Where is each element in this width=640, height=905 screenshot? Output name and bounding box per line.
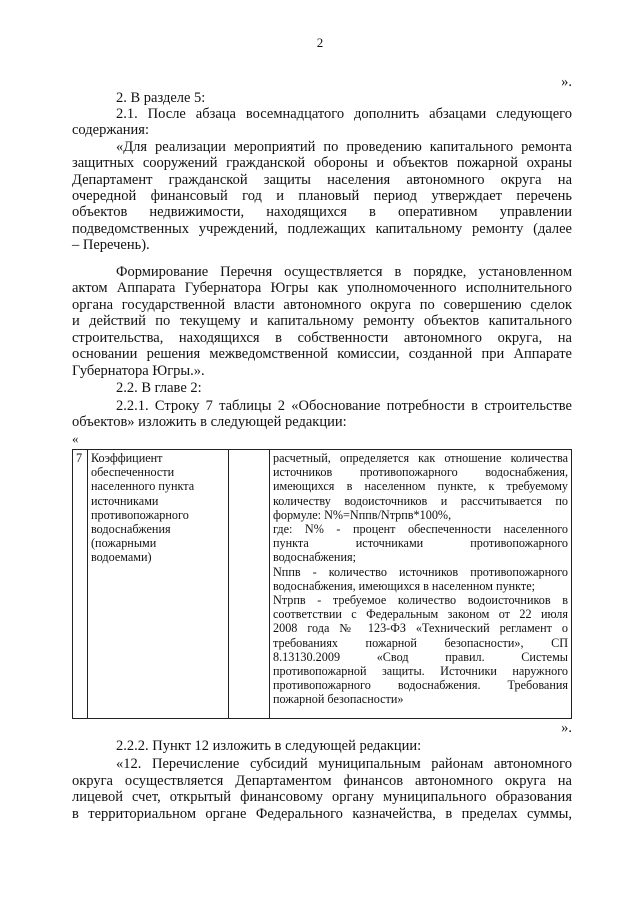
paragraph-line: Губернатора Югры.». [72,363,205,379]
paragraph-line: «12. Перечисление субсидий муниципальным районам автономного [116,756,572,772]
paragraph-line: лицевой счет, открытый финансовому органу муниципального образования [72,789,572,805]
paragraph-line: округа осуществляется Департаментом финансов автономного округа на [72,773,572,789]
paragraph-line: в территориальном органе Федерального казначейства, в пределах суммы, [72,806,572,822]
paragraph-line: основании решения межведомственной комиссии, созданной при Аппарате [72,346,572,362]
empty-cell [229,450,270,719]
calculation-method-cell: расчетный, определяется как отношение количества источников противопожарного водоснабжения, имеющихся в населенном пункте, к требуемому количеству водоисточников и рассчитывается по формуле: N%=Nппв/Nтрпв*100%, где: N% - процент обеспеченности населенного пункта источниками противопожарного водоснабжения; Nппв - количество источников противопожарного водоснабжения, имеющихся в населенном пункте; Nтрпв - требуемое количество водоисточников в соответствии с Федеральным законом от 22 июля 2008 года № 123-ФЗ «Технический регламент о требованиях пожарной безопасности», СП 8.13130.2009 «Свод правил. Системы противопожарной защиты. Источники наружного противопожарного водоснабжения. Требования пожарной безопасности» [270,450,572,719]
paragraph-line: объектов недвижимости, находящихся в оперативном управлении [72,204,572,220]
paragraph-line: 2.2.1. Строку 7 таблицы 2 «Обоснование потребности в строительстве [116,398,572,414]
paragraph-line: актом Аппарата Губернатора Югры как уполномоченного исполнительного [72,280,572,296]
paragraph-line: «Для реализации мероприятий по проведению капитального ремонта [116,139,572,155]
paragraph-line: Департамент гражданской защиты населения автономного округа на [72,172,572,188]
table-row-7 [72,449,572,719]
paragraph-line: 2.1. После абзаца восемнадцатого дополнить абзацами следующего [116,106,572,122]
section-heading: 2. В разделе 5: [116,90,206,106]
paragraph-line: и действий по текущему и капитальному ремонту объектов капитального [72,313,572,329]
paragraph-line: очередной финансовый год и плановый период утверждает перечень [72,188,572,204]
indicator-cell: Коэффициент обеспеченности населенного пункта источниками противопожарного водоснабжения (пожарными водоемами) [88,450,229,719]
paragraph-line: подведомственных учреждений, подлежащих капитальному ремонту (далее [72,221,572,237]
paragraph-line: Формирование Перечня осуществляется в порядке, установленном [116,264,572,280]
page-number: 2 [316,35,324,50]
subsection-heading: 2.2.2. Пункт 12 изложить в следующей редакции: [116,738,422,754]
opening-quote-mark: « [72,431,79,446]
row-number-cell: 7 [73,450,88,719]
paragraph-line: органа государственной власти автономного округа по совершению сделок [72,297,572,313]
paragraph-line: содержания: [72,122,150,138]
subsection-heading: 2.2. В главе 2: [116,380,202,396]
paragraph-line: защитных сооружений гражданской обороны и объектов пожарной охраны [72,155,572,171]
closing-quote-mark: ». [561,74,572,90]
paragraph-line: – Перечень). [72,237,150,253]
paragraph-line: объектов» изложить в следующей редакции: [72,414,347,430]
paragraph-line: строительства, находящихся в собственности автономного округа, на [72,330,572,346]
closing-quote-mark: ». [561,720,572,736]
table-row [73,450,572,719]
